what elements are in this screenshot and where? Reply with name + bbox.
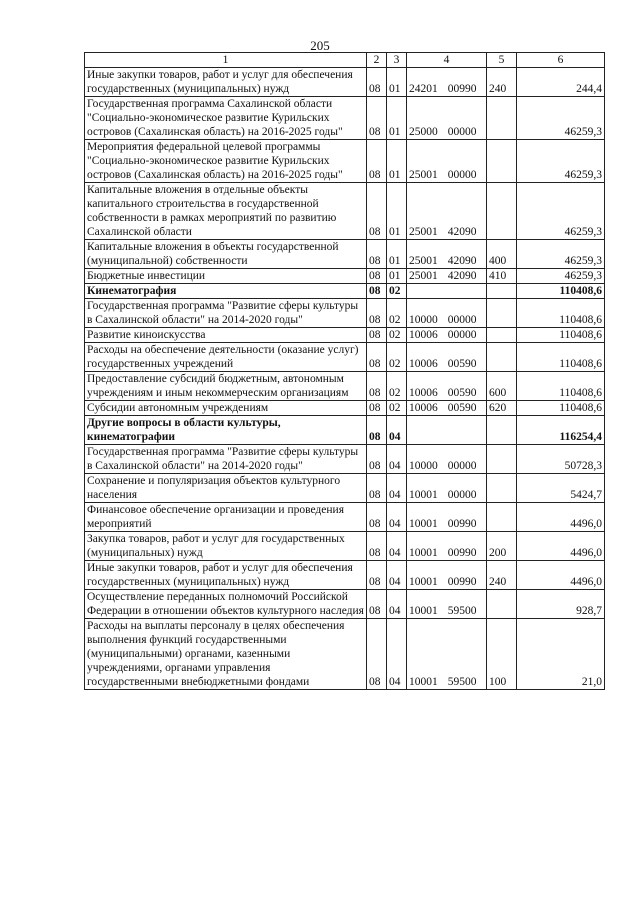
row-expense-type: 240 xyxy=(487,68,517,97)
target-article-part1: 10001 xyxy=(409,518,438,530)
row-section: 08 xyxy=(367,445,387,474)
row-section: 08 xyxy=(367,299,387,328)
table-row xyxy=(85,284,605,299)
row-name: Капитальные вложения в объекты государственной (муниципальной) собственности xyxy=(85,240,367,269)
row-name: Закупка товаров, работ и услуг для государственных (муниципальных) нужд xyxy=(85,532,367,561)
target-article-part1: 25001 xyxy=(409,226,438,238)
row-expense-type: 200 xyxy=(487,532,517,561)
row-amount: 4496,0 xyxy=(517,532,605,561)
row-target-article xyxy=(407,183,487,240)
row-name: Сохранение и популяризация объектов культурного населения xyxy=(85,474,367,503)
row-section: 08 xyxy=(367,284,387,299)
target-article-part1: 10001 xyxy=(409,576,438,588)
row-name: Развитие киноискусства xyxy=(85,328,367,343)
row-name: Мероприятия федеральной целевой программы "Социально-экономическое развитие Курильских островов (Сахалинская область) на 2016-2025 годы" xyxy=(85,140,367,183)
row-subsection: 04 xyxy=(387,416,407,445)
row-name: Капитальные вложения в отдельные объекты капитального строительства в государственной собственности в рамках мероприятий по развитию Сахалинской области xyxy=(85,183,367,240)
target-article-part1: 10001 xyxy=(409,605,438,617)
row-section: 08 xyxy=(367,503,387,532)
target-article-part2: 00000 xyxy=(447,489,477,501)
target-article-part2: 00990 xyxy=(447,547,477,559)
row-subsection: 04 xyxy=(387,561,407,590)
column-header: 3 xyxy=(387,53,407,68)
row-section: 08 xyxy=(367,401,387,416)
row-section: 08 xyxy=(367,532,387,561)
table-row xyxy=(85,299,605,328)
row-subsection: 02 xyxy=(387,328,407,343)
row-name: Расходы на выплаты персоналу в целях обеспечения выполнения функций государственными (муниципальными) органами, казенными учреждениями, органами управления государственными внебюджетными фондами xyxy=(85,619,367,690)
table-row xyxy=(85,68,605,97)
row-amount: 5424,7 xyxy=(517,474,605,503)
table-row xyxy=(85,445,605,474)
row-target-article xyxy=(407,590,487,619)
table-row xyxy=(85,590,605,619)
row-amount: 110408,6 xyxy=(517,372,605,401)
row-amount: 46259,3 xyxy=(517,240,605,269)
target-article-part1: 25000 xyxy=(409,126,438,138)
row-amount: 46259,3 xyxy=(517,97,605,140)
table-row xyxy=(85,619,605,690)
row-subsection: 04 xyxy=(387,532,407,561)
row-section: 08 xyxy=(367,240,387,269)
row-section: 08 xyxy=(367,416,387,445)
row-expense-type xyxy=(487,503,517,532)
row-expense-type xyxy=(487,183,517,240)
row-expense-type xyxy=(487,590,517,619)
row-subsection: 02 xyxy=(387,299,407,328)
row-expense-type xyxy=(487,416,517,445)
row-expense-type: 240 xyxy=(487,561,517,590)
row-name: Предоставление субсидий бюджетным, автономным учреждениям и иным некоммерческим организациям xyxy=(85,372,367,401)
row-name: Кинематография xyxy=(85,284,367,299)
table-row xyxy=(85,140,605,183)
row-amount: 244,4 xyxy=(517,68,605,97)
target-article-part1: 10006 xyxy=(409,402,438,414)
target-article-part1: 10006 xyxy=(409,358,438,370)
target-article-part1: 10000 xyxy=(409,314,438,326)
row-name: Государственная программа "Развитие сферы культуры в Сахалинской области" на 2014-2020 годы" xyxy=(85,299,367,328)
column-header: 6 xyxy=(517,53,605,68)
column-header: 2 xyxy=(367,53,387,68)
row-expense-type xyxy=(487,474,517,503)
target-article-part1: 10001 xyxy=(409,547,438,559)
column-header: 4 xyxy=(407,53,487,68)
row-target-article xyxy=(407,561,487,590)
row-target-article xyxy=(407,343,487,372)
row-amount: 4496,0 xyxy=(517,503,605,532)
row-subsection: 01 xyxy=(387,183,407,240)
target-article-part2: 42090 xyxy=(447,255,477,267)
row-target-article xyxy=(407,416,487,445)
row-expense-type xyxy=(487,97,517,140)
row-section: 08 xyxy=(367,619,387,690)
row-amount: 50728,3 xyxy=(517,445,605,474)
row-target-article xyxy=(407,269,487,284)
table-row xyxy=(85,532,605,561)
target-article-part2: 00590 xyxy=(447,358,477,370)
row-section: 08 xyxy=(367,343,387,372)
row-expense-type xyxy=(487,299,517,328)
target-article-part2: 00990 xyxy=(447,518,477,530)
row-section: 08 xyxy=(367,328,387,343)
target-article-part1: 10006 xyxy=(409,387,438,399)
row-section: 08 xyxy=(367,372,387,401)
row-amount: 110408,6 xyxy=(517,299,605,328)
row-name: Расходы на обеспечение деятельности (оказание услуг) государственных учреждений xyxy=(85,343,367,372)
table-row xyxy=(85,97,605,140)
row-section: 08 xyxy=(367,68,387,97)
row-subsection: 04 xyxy=(387,503,407,532)
row-target-article xyxy=(407,240,487,269)
row-target-article xyxy=(407,328,487,343)
row-target-article xyxy=(407,68,487,97)
row-amount: 46259,3 xyxy=(517,269,605,284)
row-amount: 928,7 xyxy=(517,590,605,619)
row-target-article xyxy=(407,97,487,140)
table-row xyxy=(85,343,605,372)
target-article-part2: 00000 xyxy=(447,329,477,341)
row-name: Осуществление переданных полномочий Российской Федерации в отношении объектов культурного наследия xyxy=(85,590,367,619)
row-amount: 46259,3 xyxy=(517,183,605,240)
table-header-row xyxy=(85,53,605,68)
target-article-part2: 00000 xyxy=(447,314,477,326)
row-amount: 110408,6 xyxy=(517,328,605,343)
row-expense-type xyxy=(487,284,517,299)
row-subsection: 04 xyxy=(387,474,407,503)
target-article-part1: 10006 xyxy=(409,329,438,341)
row-expense-type: 100 xyxy=(487,619,517,690)
row-subsection: 04 xyxy=(387,445,407,474)
row-name: Иные закупки товаров, работ и услуг для обеспечения государственных (муниципальных) нужд xyxy=(85,561,367,590)
row-expense-type xyxy=(487,140,517,183)
row-expense-type xyxy=(487,328,517,343)
target-article-part2: 00990 xyxy=(447,83,477,95)
row-section: 08 xyxy=(367,140,387,183)
table-row xyxy=(85,240,605,269)
target-article-part1: 10001 xyxy=(409,489,438,501)
target-article-part2: 00000 xyxy=(447,126,477,138)
row-expense-type: 410 xyxy=(487,269,517,284)
target-article-part2: 59500 xyxy=(447,605,477,617)
row-target-article xyxy=(407,140,487,183)
row-expense-type: 400 xyxy=(487,240,517,269)
row-amount: 110408,6 xyxy=(517,284,605,299)
row-subsection: 01 xyxy=(387,240,407,269)
row-name: Другие вопросы в области культуры, кинематографии xyxy=(85,416,367,445)
table-row xyxy=(85,561,605,590)
row-amount: 21,0 xyxy=(517,619,605,690)
row-target-article xyxy=(407,474,487,503)
page-number: 205 xyxy=(310,38,330,53)
row-subsection: 04 xyxy=(387,619,407,690)
target-article-part2: 00590 xyxy=(447,402,477,414)
row-section: 08 xyxy=(367,561,387,590)
row-subsection: 02 xyxy=(387,401,407,416)
table-row xyxy=(85,372,605,401)
row-expense-type xyxy=(487,445,517,474)
row-amount: 110408,6 xyxy=(517,343,605,372)
table-row xyxy=(85,416,605,445)
column-header: 5 xyxy=(487,53,517,68)
row-subsection: 01 xyxy=(387,97,407,140)
row-target-article xyxy=(407,372,487,401)
row-amount: 46259,3 xyxy=(517,140,605,183)
row-subsection: 01 xyxy=(387,140,407,183)
row-subsection: 01 xyxy=(387,269,407,284)
row-section: 08 xyxy=(367,183,387,240)
row-target-article xyxy=(407,299,487,328)
row-subsection: 01 xyxy=(387,68,407,97)
table-row xyxy=(85,183,605,240)
row-expense-type xyxy=(487,343,517,372)
target-article-part2: 42090 xyxy=(447,270,477,282)
row-expense-type: 620 xyxy=(487,401,517,416)
target-article-part1: 25001 xyxy=(409,169,438,181)
target-article-part1: 10001 xyxy=(409,676,438,688)
row-name: Финансовое обеспечение организации и проведения мероприятий xyxy=(85,503,367,532)
table-row xyxy=(85,269,605,284)
row-target-article xyxy=(407,401,487,416)
row-target-article xyxy=(407,284,487,299)
target-article-part2: 59500 xyxy=(447,676,477,688)
target-article-part2: 00000 xyxy=(447,460,477,472)
row-section: 08 xyxy=(367,269,387,284)
row-name: Субсидии автономным учреждениям xyxy=(85,401,367,416)
row-subsection: 02 xyxy=(387,372,407,401)
row-section: 08 xyxy=(367,474,387,503)
row-name: Государственная программа Сахалинской области "Социально-экономическое развитие Курильских островов (Сахалинская область) на 2016-2025 годы" xyxy=(85,97,367,140)
table-row xyxy=(85,503,605,532)
row-expense-type: 600 xyxy=(487,372,517,401)
row-subsection: 02 xyxy=(387,284,407,299)
table-row xyxy=(85,328,605,343)
row-name: Иные закупки товаров, работ и услуг для обеспечения государственных (муниципальных) нужд xyxy=(85,68,367,97)
target-article-part2: 00000 xyxy=(447,169,477,181)
row-amount: 4496,0 xyxy=(517,561,605,590)
target-article-part1: 25001 xyxy=(409,270,438,282)
row-section: 08 xyxy=(367,590,387,619)
row-section: 08 xyxy=(367,97,387,140)
row-name: Государственная программа "Развитие сферы культуры в Сахалинской области" на 2014-2020 годы" xyxy=(85,445,367,474)
column-header: 1 xyxy=(85,53,367,68)
target-article-part2: 42090 xyxy=(447,226,477,238)
target-article-part1: 24201 xyxy=(409,83,438,95)
table-row xyxy=(85,401,605,416)
row-target-article xyxy=(407,532,487,561)
row-target-article xyxy=(407,445,487,474)
table-row xyxy=(85,474,605,503)
row-amount: 116254,4 xyxy=(517,416,605,445)
row-subsection: 04 xyxy=(387,590,407,619)
row-subsection: 02 xyxy=(387,343,407,372)
budget-table xyxy=(84,52,605,690)
target-article-part2: 00990 xyxy=(447,576,477,588)
row-name: Бюджетные инвестиции xyxy=(85,269,367,284)
target-article-part2: 00590 xyxy=(447,387,477,399)
row-target-article xyxy=(407,503,487,532)
target-article-part1: 10000 xyxy=(409,460,438,472)
row-target-article xyxy=(407,619,487,690)
target-article-part1: 25001 xyxy=(409,255,438,267)
row-amount: 110408,6 xyxy=(517,401,605,416)
